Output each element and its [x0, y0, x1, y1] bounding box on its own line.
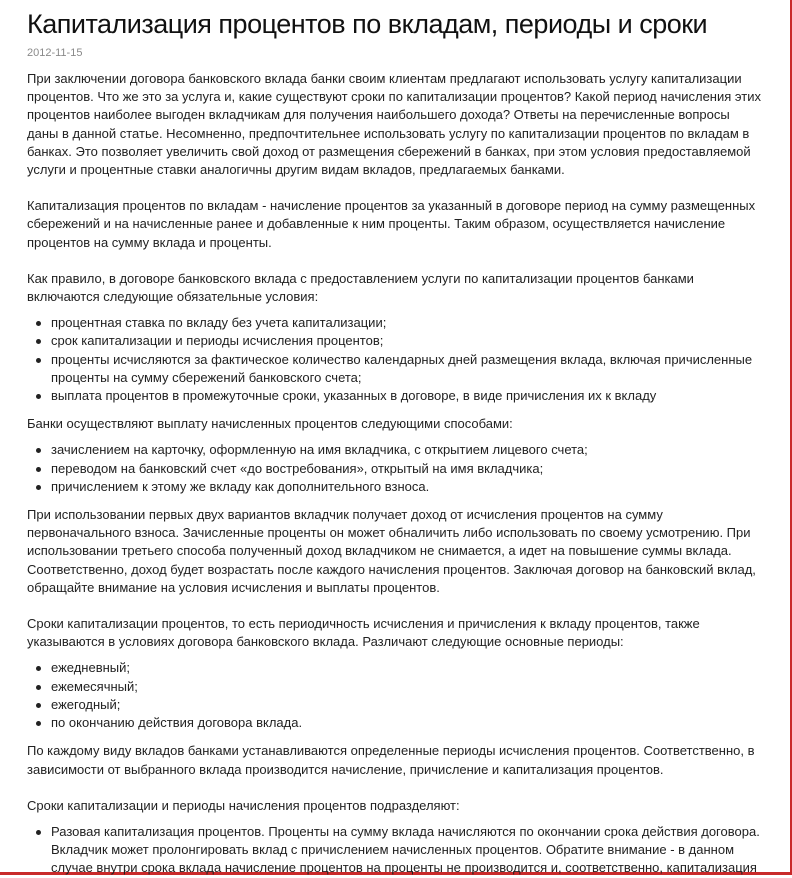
bullet-icon — [36, 685, 41, 690]
bullet-icon — [36, 666, 41, 671]
list-item — [51, 696, 762, 714]
list-item-text: ежемесячный; — [51, 678, 138, 694]
bullet-icon — [36, 485, 41, 490]
bullet-icon — [36, 321, 41, 326]
bullet-icon — [36, 830, 41, 835]
article-date: 2012-11-15 — [27, 47, 83, 59]
definition-paragraph: Капитализация процентов по вкладам - начисление процентов за указанный в договоре период на сумму размещенных сбережений и на начисленные ранее и добавленные к ним проценты. Таким образом, осуществляется начисление процентов на сумму вклада и проценты. — [27, 198, 756, 250]
list-item — [51, 823, 762, 878]
bullet-icon — [36, 394, 41, 399]
list-item-text: процентная ставка по вкладу без учета капитализации; — [51, 315, 387, 331]
periods-list — [27, 659, 762, 732]
conditions-list — [27, 314, 762, 405]
bullet-icon — [36, 339, 41, 344]
payment-intro: Банки осуществляют выплату начисленных процентов следующими способами: — [27, 416, 513, 432]
list-item-text: причислением к этому же вкладу как дополнительного взноса. — [51, 478, 430, 494]
conditions-intro: Как правило, в договоре банковского вклада с предоставлением услуги по капитализации процентов банками включаются следующие обязательные условия: — [27, 270, 694, 305]
list-item-text: ежедневный; — [51, 660, 131, 676]
list-item — [51, 387, 762, 405]
division-intro: Сроки капитализации и периоды начисления процентов подразделяют: — [27, 797, 460, 813]
article — [27, 6, 762, 878]
list-item-text: ежегодный; — [51, 696, 121, 712]
list-item — [51, 678, 762, 696]
list-item-text: срок капитализации и периоды исчисления процентов; — [51, 333, 384, 349]
payment-methods-list — [27, 441, 762, 496]
list-item-text: зачислением на карточку, оформленную на имя вкладчика, с открытием лицевого счета; — [51, 442, 588, 458]
income-paragraph: При использовании первых двух вариантов вкладчик получает доход от исчисления процентов на сумму первоначального взноса. Зачисленные проценты он может обналичить либо использовать по своему усмотрению. При использовании третьего способа полученный доход вкладчиком не снимается, а идет на повышение суммы вклада. Соответственно, доход будет возрастать после каждого начисления процентов. Заключая договор на банковский вклад, обращайте внимание на условия исчисления и выплаты процентов. — [27, 507, 756, 595]
list-item — [51, 351, 762, 387]
article-title: Капитализация процентов по вкладам, периоды и сроки — [27, 9, 708, 39]
list-item — [51, 314, 762, 332]
list-item — [51, 332, 762, 350]
list-item-text: выплата процентов в промежуточные сроки, указанных в договоре, в виде причисления их к вкладу — [51, 388, 657, 404]
bullet-icon — [36, 358, 41, 363]
bullet-icon — [36, 467, 41, 472]
deposit-types-paragraph: По каждому виду вкладов банками устанавливаются определенные периоды исчисления процентов. Соответственно, в зависимости от выбранного вклада производится начисление, причисление и капитализация процентов. — [27, 743, 755, 777]
intro-paragraph: При заключении договора банковского вклада банки своим клиентам предлагают использовать услугу капитализации процентов. Что же это за услуга и, какие существуют сроки по капитализации процентов? Какой период начисления этих процентов наиболее выгоден вкладчикам для получения наибольшего дохода? Ответы на перечисленные вопросы даны в данной статье. Несомненно, предпочтительнее использовать услугу по капитализации процентов по вкладам в банках. Это позволяет увеличить свой доход от размещения сбережений в банках, при этом условия предоставляемой услуги и процентные ставки аналогичны другим видам вкладов, предлагаемых банками. — [27, 71, 761, 178]
periods-intro: Сроки капитализации процентов, то есть периодичность исчисления и причисления к вкладу процентов, также указываются в условиях договора банковского вклада. Различают следующие основные периоды: — [27, 616, 700, 650]
list-item — [51, 441, 762, 459]
list-item — [51, 659, 762, 677]
division-list — [27, 823, 762, 878]
list-item — [51, 478, 762, 496]
bullet-icon — [36, 703, 41, 708]
list-item-text: Разовая капитализация процентов. Проценты на сумму вклада начисляются по окончании срока действия договора. Вкладчик может пролонгировать вклад с причислением начисленных процентов. Обратите внимание - в данном случае внутри срока вклада начисление процентов на проценты не производится и, соответственно, капитализация — [51, 823, 760, 876]
list-item-text: по окончанию действия договора вклада. — [51, 715, 303, 731]
list-item-text: проценты исчисляются за фактическое количество календарных дней размещения вклада, включая причисленные проценты на сумму сбережений банковского счета; — [51, 351, 753, 385]
bullet-icon — [36, 721, 41, 726]
list-item — [51, 460, 762, 478]
bullet-icon — [36, 448, 41, 453]
list-item — [51, 714, 762, 732]
list-item-text: переводом на банковский счет «до востребования», открытый на имя вкладчика; — [51, 460, 544, 476]
